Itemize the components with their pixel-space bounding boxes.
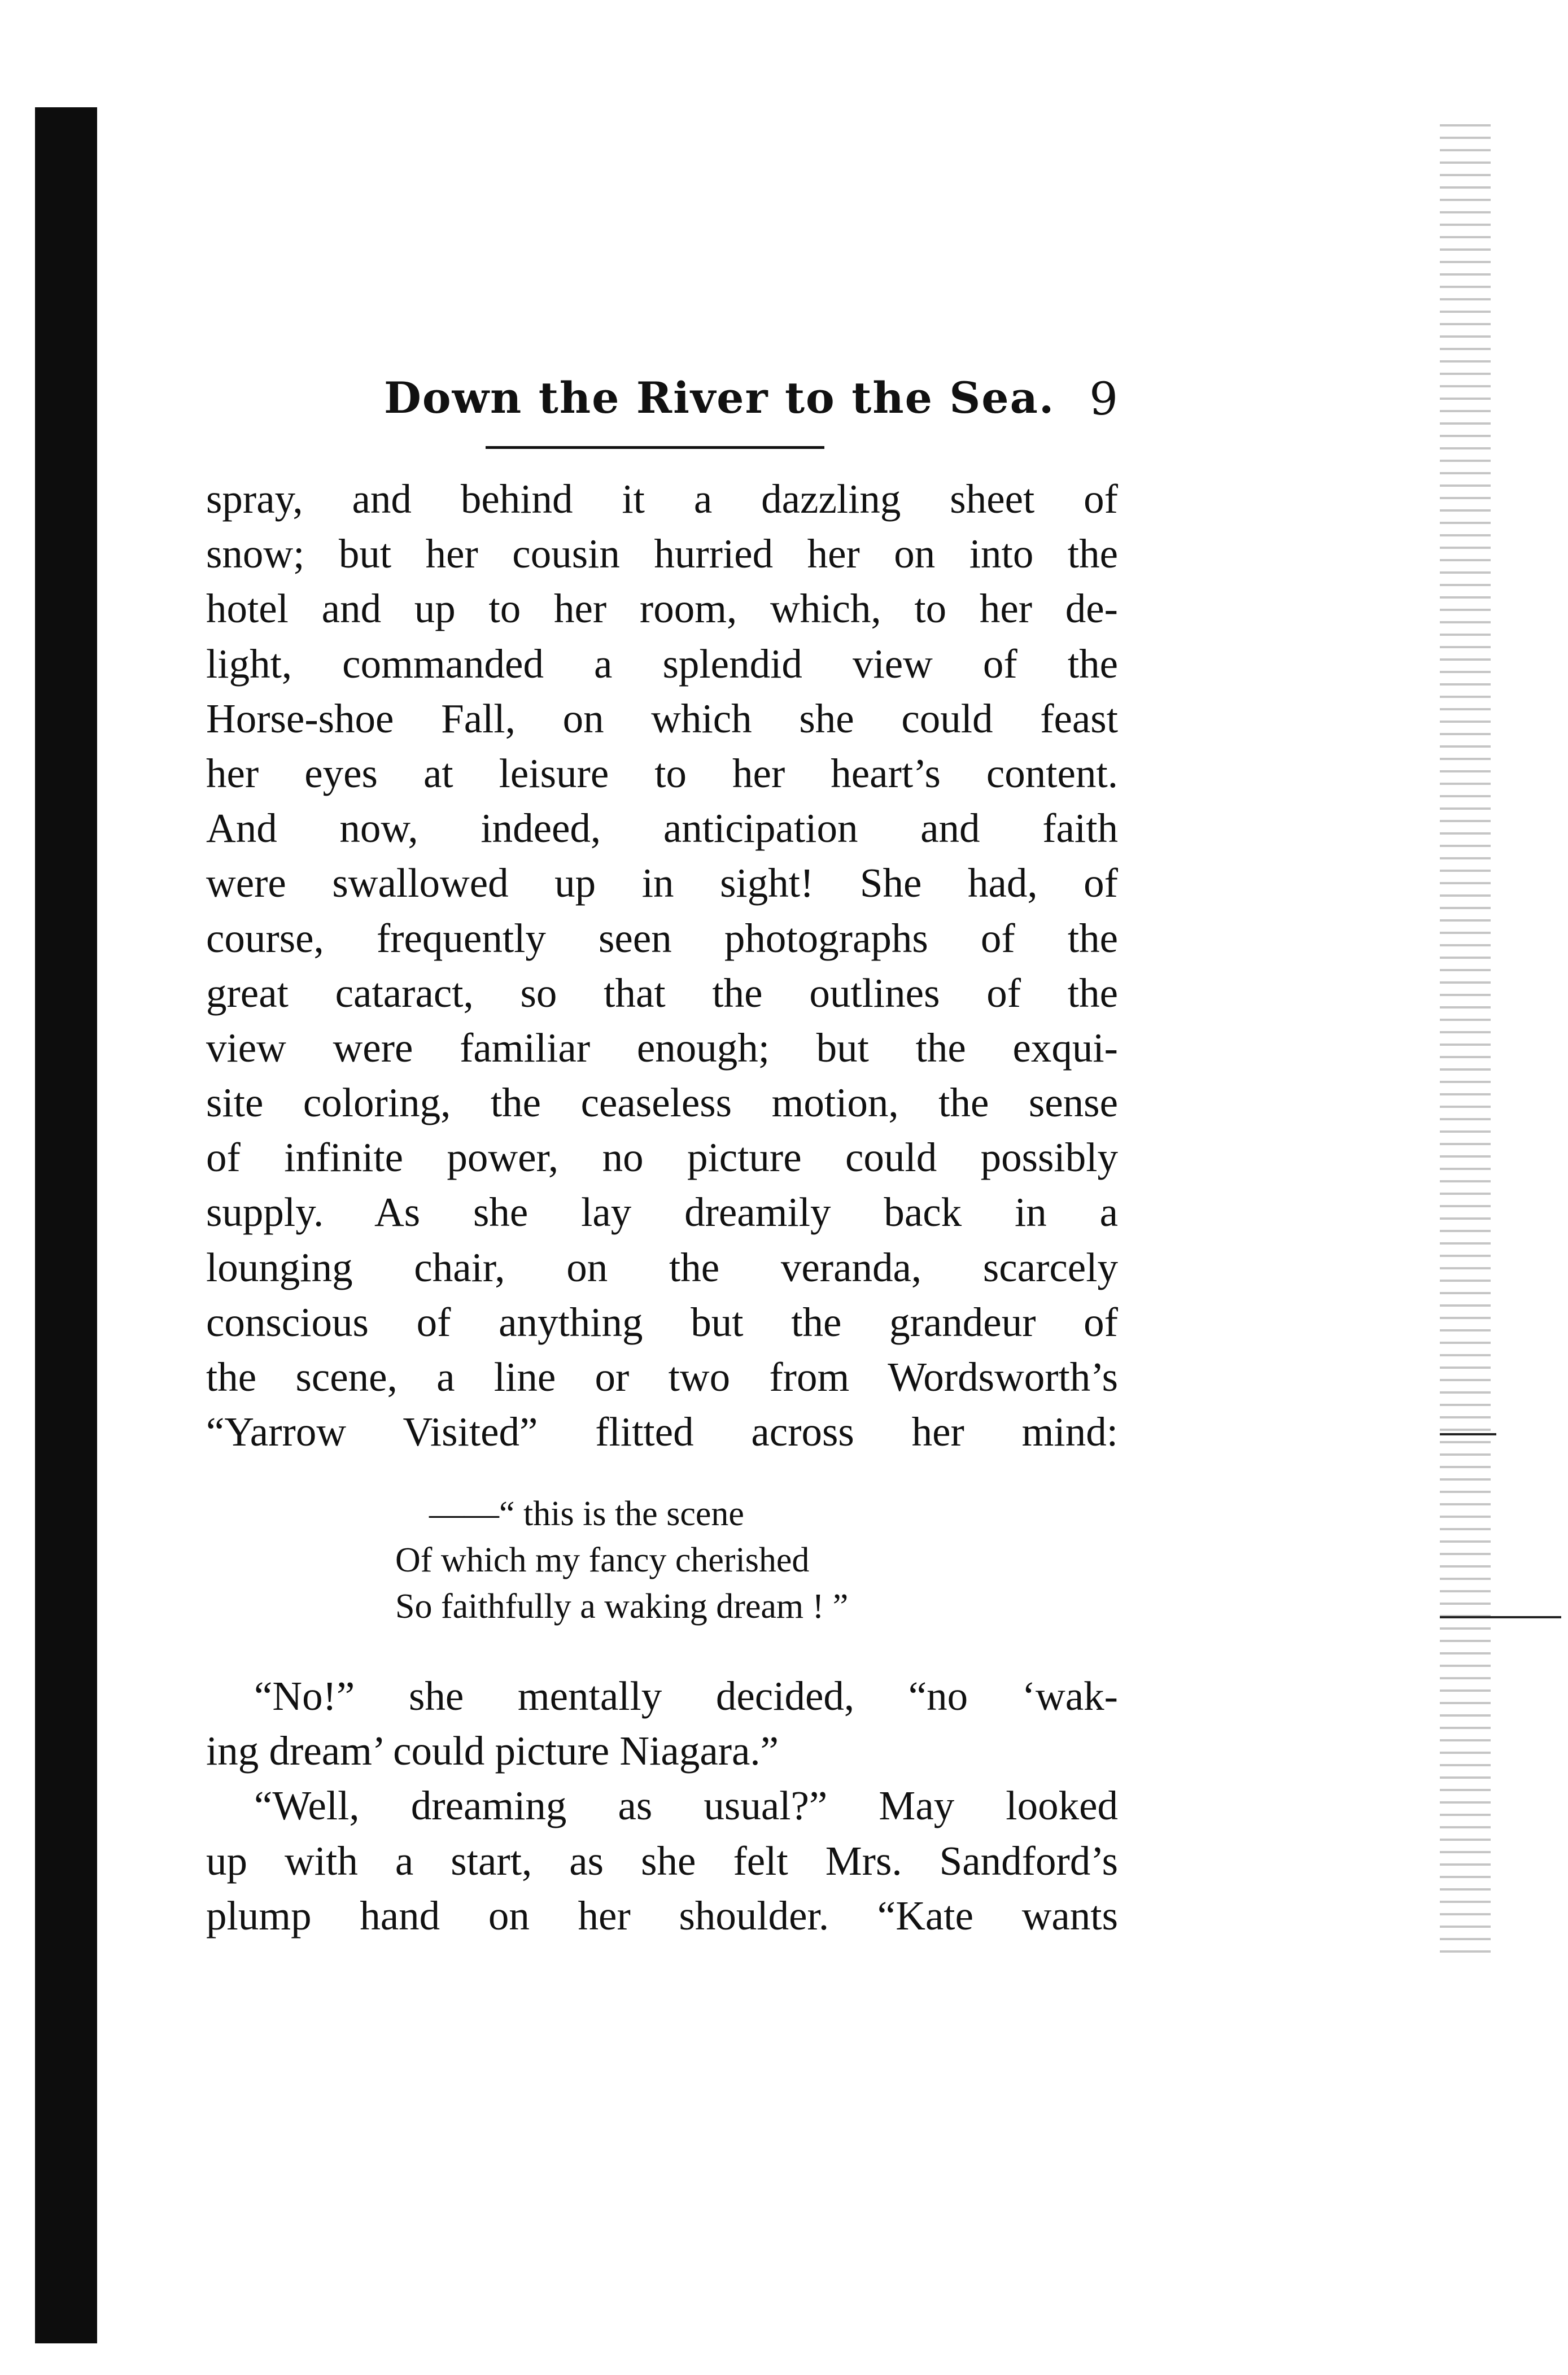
text-line: of infinite power, no picture could possibly [206,1134,1118,1181]
book-spine-shadow [35,107,97,2343]
text-line: were swallowed up in sight! She had, of [206,860,1118,906]
poem-line: Of which my fancy cherished [395,1541,810,1579]
page-number: 9 [1089,373,1118,425]
text-line: the scene, a line or two from Wordsworth’s [206,1354,1118,1400]
text-line: And now, indeed, anticipation and faith [206,805,1118,852]
poem-line: So faithfully a waking dream ! ” [395,1587,849,1626]
paragraph-2 [206,1669,1118,1943]
text-line: “Well, dreaming as usual?” May looked [254,1783,1118,1829]
text-line: “Yarrow Visited” flitted across her mind: [206,1409,1118,1455]
text-line: ing dream’ could picture Niagara.” [206,1728,779,1774]
text-line: supply. As she lay dreamily back in a [206,1189,1118,1235]
text-line: snow; but her cousin hurried her on into the [206,531,1118,577]
text-line: lounging chair, on the veranda, scarcely [206,1244,1118,1290]
text-line: “No!” she mentally decided, “no ‘wak- [254,1673,1118,1719]
page-header [203,367,1118,435]
page-edge-texture [1440,124,1491,1959]
text-line: course, frequently seen photographs of the [206,915,1118,961]
text-line: light, commanded a splendid view of the [206,640,1118,687]
text-line: Horse-shoe Fall, on which she could feast [206,695,1118,741]
edge-mark-1 [1440,1433,1496,1435]
poem-line: ——“ this is the scene [429,1495,744,1533]
text-line: view were familiar enough; but the exqui- [206,1024,1118,1071]
header-rule [486,446,824,449]
text-line: great cataract, so that the outlines of the [206,970,1118,1016]
running-title: Down the River to the Sea. [384,373,1055,423]
paragraph-1 [206,471,1118,1459]
text-line: hotel and up to her room, which, to her de- [206,586,1118,632]
text-line: site coloring, the ceaseless motion, the sense [206,1080,1118,1126]
text-line: her eyes at leisure to her heart’s content. [206,750,1118,796]
text-line: conscious of anything but the grandeur of [206,1299,1118,1345]
text-line: spray, and behind it a dazzling sheet of [206,476,1118,522]
text-line: plump hand on her shoulder. “Kate wants [206,1892,1118,1939]
edge-mark-2 [1440,1616,1561,1618]
text-line: up with a start, as she felt Mrs. Sandford’s [206,1837,1118,1884]
